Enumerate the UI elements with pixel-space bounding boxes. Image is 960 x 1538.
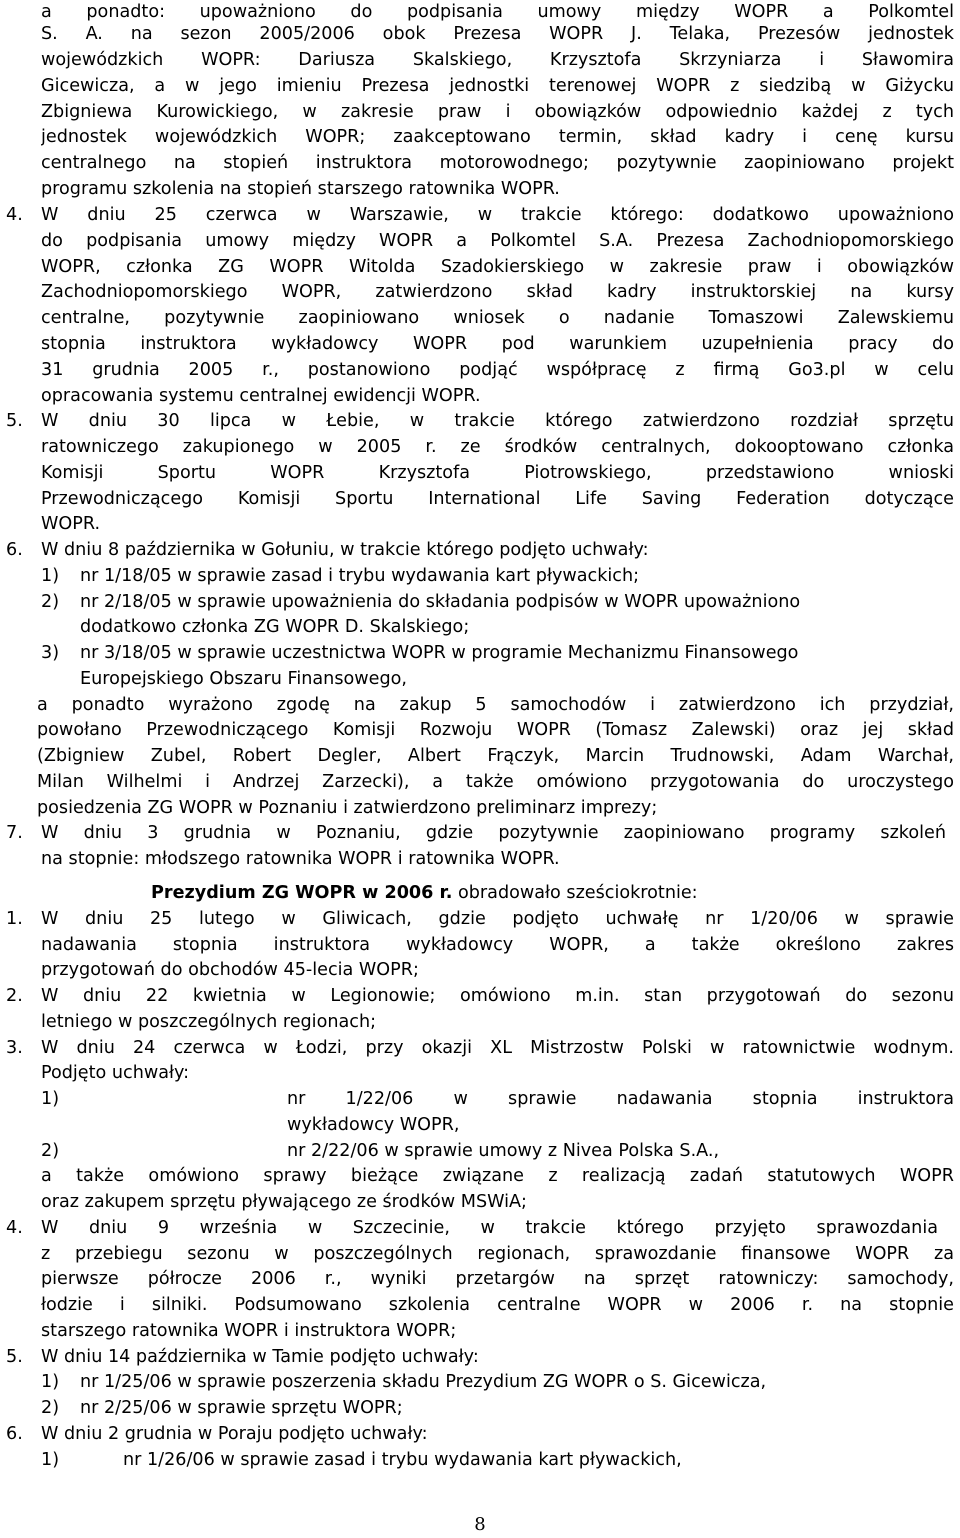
section-heading xyxy=(151,881,698,907)
list-item-number: 7. xyxy=(6,823,23,843)
text-line: Zbigniewa Kurowickiego, w zakresie praw i obowiązków odpowiednio każdej z tych xyxy=(41,102,954,122)
list-item-number: 4. xyxy=(6,1218,23,1238)
text-line: W dniu 14 października w Tamie podjęto uchwały: xyxy=(41,1347,479,1367)
text-line: łodzie i silniki. Podsumowano szkolenia centralne WOPR w 2006 r. na stopnie xyxy=(41,1295,954,1315)
text-line: centralne, pozytywnie zaopiniowano wniosek o nadanie Tomaszowi Zalewskiemu xyxy=(41,308,954,328)
text-line: nr 3/18/05 w sprawie uczestnictwa WOPR w programie Mechanizmu Finansowego xyxy=(80,643,799,663)
text-line: W dniu 30 lipca w Łebie, w trakcie którego zatwierdzono rozdział sprzętu xyxy=(41,411,954,431)
sublist-item-number: 2) xyxy=(41,592,60,612)
text-line: powołano Przewodniczącego Komisji Rozwoju WOPR (Tomasz Zalewski) oraz jej skład xyxy=(37,720,954,740)
text-line: W dniu 8 października w Gołuniu, w trakcie którego podjęto uchwały: xyxy=(41,540,649,560)
sublist-item-number: 1) xyxy=(41,1089,60,1109)
text-line: S. A. na sezon 2005/2006 obok Prezesa WOPR J. Telaka, Prezesów jednostek xyxy=(41,24,954,44)
text-line: W dniu 25 czerwca w Warszawie, w trakcie którego: dodatkowo upoważniono xyxy=(41,205,954,225)
text-line: a ponadto wyrażono zgodę na zakup 5 samochodów i zatwierdzono ich przydział, xyxy=(37,695,954,715)
text-line: a ponadto: upoważniono do podpisania umowy między WOPR a Polkomtel xyxy=(41,2,954,22)
text-line: WOPR. xyxy=(41,514,101,534)
text-line: Milan Wilhelmi i Andrzej Zarzecki), a także omówiono przygotowania do uroczystego xyxy=(37,772,954,792)
text-line: wykładowcy WOPR, xyxy=(287,1115,460,1135)
text-line: oraz zakupem sprzętu pływającego ze środków MSWiA; xyxy=(41,1192,527,1212)
text-line: Europejskiego Obszaru Finansowego, xyxy=(80,669,408,689)
text-line: WOPR, członka ZG WOPR Witolda Szadokierskiego w zakresie praw i obowiązków xyxy=(41,257,954,277)
text-line: W dniu 22 kwietnia w Legionowie; omówiono m.in. stan przygotowań do sezonu xyxy=(41,986,954,1006)
text-line: opracowania systemu centralnej ewidencji WOPR. xyxy=(41,386,481,406)
text-line: (Zbigniew Zubel, Robert Degler, Albert Frączyk, Marcin Trudnowski, Adam Warchał, xyxy=(37,746,954,766)
text-line: Zachodniopomorskiego WOPR, zatwierdzono skład kadry instruktorskiej na kursy xyxy=(41,282,954,302)
text-line: do podpisania umowy między WOPR a Polkomtel S.A. Prezesa Zachodniopomorskiego xyxy=(41,231,954,251)
sublist-item-number: 1) xyxy=(41,1372,60,1392)
text-line: Komisji Sportu WOPR Krzysztofa Piotrowskiego, przedstawiono wnioski xyxy=(41,463,954,483)
text-line: W dniu 2 grudnia w Poraju podjęto uchwały: xyxy=(41,1424,428,1444)
text-line: nr 1/25/06 w sprawie poszerzenia składu Prezydium ZG WOPR o S. Gicewicza, xyxy=(80,1372,767,1392)
list-item-number: 1. xyxy=(6,909,23,929)
text-line: nr 1/22/06 w sprawie nadawania stopnia instruktora xyxy=(287,1089,954,1109)
text-line: a także omówiono sprawy bieżące związane z realizacją zadań statutowych WOPR xyxy=(41,1166,954,1186)
sublist-item-number: 2) xyxy=(41,1141,60,1161)
text-line: wojewódzkich WOPR: Dariusza Skalskiego, Krzysztofa Skrzyniarza i Sławomira xyxy=(41,50,954,70)
list-item-number: 5. xyxy=(6,1347,23,1367)
list-item-number: 2. xyxy=(6,986,23,1006)
list-item-number: 6. xyxy=(6,540,23,560)
text-line: nr 1/18/05 w sprawie zasad i trybu wydawania kart pływackich; xyxy=(80,566,640,586)
text-line: z przebiegu sezonu w poszczególnych regionach, sprawozdanie finansowe WOPR za xyxy=(41,1244,954,1264)
text-line: letniego w poszczególnych regionach; xyxy=(41,1012,377,1032)
list-item-number: 3. xyxy=(6,1038,23,1058)
list-item-number: 4. xyxy=(6,205,23,225)
section-heading-bold: Prezydium ZG WOPR w 2006 r. xyxy=(151,883,453,903)
text-line: W dniu 25 lutego w Gliwicach, gdzie podjęto uchwałę nr 1/20/06 w sprawie xyxy=(41,909,954,929)
text-line: nr 2/18/05 w sprawie upoważnienia do składania podpisów w WOPR upoważniono xyxy=(80,592,801,612)
text-line: posiedzenia ZG WOPR w Poznaniu i zatwierdzono preliminarz imprezy; xyxy=(37,798,658,818)
text-line: starszego ratownika WOPR i instruktora WOPR; xyxy=(41,1321,457,1341)
text-line: W dniu 3 grudnia w Poznaniu, gdzie pozytywnie zaopiniowano programy szkoleń xyxy=(41,823,946,843)
text-line: centralnego na stopień instruktora motorowodnego; pozytywnie zaopiniowano projekt xyxy=(41,153,954,173)
text-line: nr 2/22/06 w sprawie umowy z Nivea Polska S.A., xyxy=(287,1141,720,1161)
list-item-number: 6. xyxy=(6,1424,23,1444)
text-line: 31 grudnia 2005 r., postanowiono podjąć współpracę z firmą Go3.pl w celu xyxy=(41,360,954,380)
text-line: pierwsze półrocze 2006 r., wyniki przetargów na sprzęt ratowniczy: samochody, xyxy=(41,1269,954,1289)
text-line: W dniu 24 czerwca w Łodzi, przy okazji XL Mistrzostw Polski w ratownictwie wodnym. xyxy=(41,1038,954,1058)
list-item-number: 5. xyxy=(6,411,23,431)
text-line: na stopnie: młodszego ratownika WOPR i ratownika WOPR. xyxy=(41,849,560,869)
text-line: nr 2/25/06 w sprawie sprzętu WOPR; xyxy=(80,1398,403,1418)
page-number: 8 xyxy=(474,1514,486,1535)
text-line: nadawania stopnia instruktora wykładowcy WOPR, a także określono zakres xyxy=(41,935,954,955)
section-heading-rest: obradowało sześciokrotnie: xyxy=(452,883,698,903)
text-line: jednostek wojewódzkich WOPR; zaakceptowano termin, skład kadry i cenę kursu xyxy=(41,127,954,147)
text-line: programu szkolenia na stopień starszego ratownika WOPR. xyxy=(41,179,560,199)
text-line: ratowniczego zakupionego w 2005 r. ze środków centralnych, dokooptowano członka xyxy=(41,437,954,457)
sublist-item-number: 3) xyxy=(41,643,60,663)
text-line: dodatkowo członka ZG WOPR D. Skalskiego; xyxy=(80,617,470,637)
text-line: przygotowań do obchodów 45-lecia WOPR; xyxy=(41,960,419,980)
sublist-item-number: 2) xyxy=(41,1398,60,1418)
text-line: W dniu 9 września w Szczecinie, w trakcie którego przyjęto sprawozdania xyxy=(41,1218,938,1238)
sublist-item-number: 1) xyxy=(41,1450,60,1470)
text-line: Przewodniczącego Komisji Sportu International Life Saving Federation dotyczące xyxy=(41,489,954,509)
sublist-item-number: 1) xyxy=(41,566,60,586)
text-line: nr 1/26/06 w sprawie zasad i trybu wydawania kart pływackich, xyxy=(123,1450,682,1470)
text-line: Podjęto uchwały: xyxy=(41,1063,190,1083)
text-line: stopnia instruktora wykładowcy WOPR pod warunkiem uzupełnienia pracy do xyxy=(41,334,954,354)
text-line: Gicewicza, a w jego imieniu Prezesa jednostki terenowej WOPR z siedzibą w Giżycku xyxy=(41,76,954,96)
